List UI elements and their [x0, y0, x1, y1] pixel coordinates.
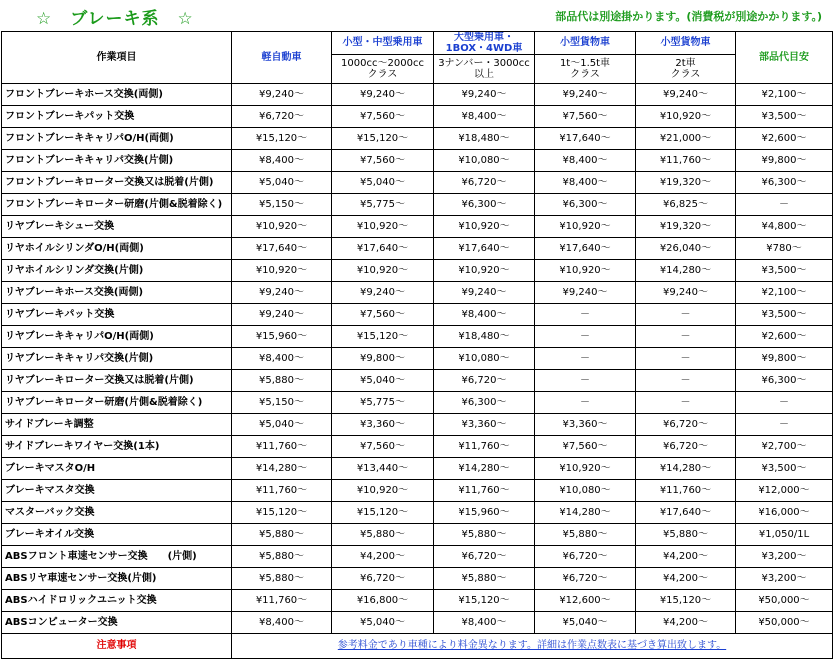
price-cell-t1: ¥14,280～: [535, 502, 636, 524]
price-cell-t1: ¥3,360～: [535, 414, 636, 436]
price-cell-large: ¥14,280～: [434, 458, 535, 480]
price-cell-mid: ¥7,560～: [332, 106, 434, 128]
price-cell-large: ¥18,480～: [434, 128, 535, 150]
price-cell-mid: ¥4,200～: [332, 546, 434, 568]
price-cell-mid: ¥10,920～: [332, 480, 434, 502]
table-row: [2, 348, 833, 370]
header-small-truck2: 小型貨物車: [636, 32, 736, 55]
table-row: [2, 128, 833, 150]
reference-note[interactable]: 参考料金であり車種により料金異なります。詳細は作業点数表に基づき算出致します。: [232, 634, 833, 659]
header-small-truck: 小型貨物車: [535, 32, 636, 55]
price-cell-large: ¥3,360～: [434, 414, 535, 436]
price-cell-kei: ¥5,880～: [232, 568, 332, 590]
work-item-name: ABSリヤ車速センサー交換(片側): [2, 568, 232, 590]
price-cell-large: ¥6,300～: [434, 194, 535, 216]
price-cell-parts: ¥2,700～: [736, 436, 833, 458]
price-cell-kei: ¥11,760～: [232, 590, 332, 612]
header-small-mid-sub1: 1000cc～2000cc: [341, 58, 424, 69]
price-cell-kei: ¥5,880～: [232, 370, 332, 392]
header-parts: 部品代目安: [736, 32, 833, 84]
work-item-name: リヤブレーキローター交換又は脱着(片側): [2, 370, 232, 392]
table-row: [2, 304, 833, 326]
price-cell-t1: ¥10,080～: [535, 480, 636, 502]
price-cell-large: ¥17,640～: [434, 238, 535, 260]
price-cell-parts: ¥3,200～: [736, 546, 833, 568]
price-cell-large: ¥9,240～: [434, 84, 535, 106]
price-cell-mid: ¥15,120～: [332, 502, 434, 524]
work-item-name: ブレーキオイル交換: [2, 524, 232, 546]
header-small-mid-sub2: クラス: [367, 69, 398, 80]
price-cell-parts: ¥3,200～: [736, 568, 833, 590]
price-cell-t2: ¥6,720～: [636, 436, 736, 458]
price-cell-large: ¥15,120～: [434, 590, 535, 612]
table-row: [2, 172, 833, 194]
price-cell-parts: －: [736, 194, 833, 216]
table-row: [2, 326, 833, 348]
price-cell-parts: ¥3,500～: [736, 304, 833, 326]
table-row: [2, 106, 833, 128]
header-large-sub2: 以上: [474, 69, 494, 80]
price-cell-parts: －: [736, 414, 833, 436]
price-cell-parts: ¥12,000～: [736, 480, 833, 502]
price-cell-parts: ¥3,500～: [736, 260, 833, 282]
price-cell-kei: ¥15,960～: [232, 326, 332, 348]
price-cell-t2: －: [636, 326, 736, 348]
price-cell-t2: ¥14,280～: [636, 260, 736, 282]
price-cell-t1: ¥17,640～: [535, 238, 636, 260]
price-cell-t2: ¥11,760～: [636, 480, 736, 502]
header-small-truck2-sub2: クラス: [670, 69, 701, 80]
price-cell-t1: ¥9,240～: [535, 84, 636, 106]
price-cell-t2: ¥19,320～: [636, 172, 736, 194]
price-cell-kei: ¥8,400～: [232, 348, 332, 370]
price-cell-mid: ¥7,560～: [332, 150, 434, 172]
price-cell-t2: ¥4,200～: [636, 546, 736, 568]
price-cell-mid: ¥9,800～: [332, 348, 434, 370]
price-cell-mid: ¥13,440～: [332, 458, 434, 480]
price-cell-t2: ¥10,920～: [636, 106, 736, 128]
work-item-name: フロントブレーキローター研磨(片側&脱着除く): [2, 194, 232, 216]
header-small-truck-sub2: クラス: [570, 69, 600, 80]
table-row: [2, 546, 833, 568]
price-cell-kei: ¥5,880～: [232, 524, 332, 546]
price-cell-large: ¥8,400～: [434, 612, 535, 634]
price-cell-t1: ¥10,920～: [535, 216, 636, 238]
table-row: [2, 150, 833, 172]
price-cell-t1: ¥7,560～: [535, 106, 636, 128]
price-cell-t2: ¥6,720～: [636, 414, 736, 436]
price-cell-kei: ¥9,240～: [232, 84, 332, 106]
price-table: [1, 31, 833, 659]
price-cell-large: ¥8,400～: [434, 106, 535, 128]
price-cell-t1: ¥8,400～: [535, 172, 636, 194]
price-cell-t2: ¥17,640～: [636, 502, 736, 524]
header-small-truck2-sub: [636, 55, 736, 84]
price-cell-mid: ¥17,640～: [332, 238, 434, 260]
work-item-name: リヤブレーキキャリパO/H(両側): [2, 326, 232, 348]
price-cell-kei: ¥9,240～: [232, 282, 332, 304]
price-cell-large: ¥10,920～: [434, 260, 535, 282]
price-cell-large: ¥6,720～: [434, 546, 535, 568]
price-cell-parts: ¥50,000～: [736, 612, 833, 634]
table-row: [2, 370, 833, 392]
work-item-name: リヤブレーキパット交換: [2, 304, 232, 326]
price-cell-mid: ¥6,720～: [332, 568, 434, 590]
price-cell-large: ¥9,240～: [434, 282, 535, 304]
price-cell-mid: ¥9,240～: [332, 282, 434, 304]
header-small-mid-sub: [332, 55, 434, 84]
work-item-name: ABSコンピューター交換: [2, 612, 232, 634]
price-table-body: [2, 84, 833, 634]
header-large: [434, 32, 535, 55]
price-cell-t1: －: [535, 392, 636, 414]
work-item-name: リヤブレーキローター研磨(片側&脱着除く): [2, 392, 232, 414]
price-cell-large: ¥6,720～: [434, 370, 535, 392]
price-cell-t2: ¥26,040～: [636, 238, 736, 260]
price-cell-mid: ¥10,920～: [332, 260, 434, 282]
price-cell-mid: ¥5,880～: [332, 524, 434, 546]
price-cell-parts: ¥6,300～: [736, 370, 833, 392]
header-large-sub1: 3ナンバー・3000cc: [438, 58, 530, 69]
header-small-truck-sub1: 1t～1.5t車: [559, 58, 611, 69]
price-cell-mid: ¥9,240～: [332, 84, 434, 106]
price-cell-t2: ¥5,880～: [636, 524, 736, 546]
price-cell-mid: ¥16,800～: [332, 590, 434, 612]
price-cell-kei: ¥8,400～: [232, 612, 332, 634]
price-cell-large: ¥8,400～: [434, 304, 535, 326]
price-cell-parts: ¥3,500～: [736, 106, 833, 128]
parts-note: 部品代は別途掛かります。(消費税が別途かかります。): [555, 10, 822, 23]
price-cell-t1: ¥7,560～: [535, 436, 636, 458]
price-cell-t1: ¥17,640～: [535, 128, 636, 150]
work-item-name: リヤホイルシリンダO/H(両側): [2, 238, 232, 260]
price-cell-kei: ¥5,150～: [232, 194, 332, 216]
table-row: [2, 238, 833, 260]
price-cell-mid: ¥5,040～: [332, 612, 434, 634]
page-title: ☆ ブレーキ系 ☆: [36, 9, 194, 29]
work-item-name: ブレーキマスタ交換: [2, 480, 232, 502]
price-cell-t2: －: [636, 304, 736, 326]
price-cell-mid: ¥7,560～: [332, 436, 434, 458]
price-cell-t1: －: [535, 304, 636, 326]
table-row: [2, 282, 833, 304]
price-cell-parts: ¥2,100～: [736, 84, 833, 106]
price-cell-parts: ¥2,600～: [736, 128, 833, 150]
header-large-line1: 大型乗用車・: [454, 32, 514, 43]
price-cell-kei: ¥5,040～: [232, 172, 332, 194]
price-cell-t1: ¥5,880～: [535, 524, 636, 546]
work-item-name: リヤブレーキホース交換(両側): [2, 282, 232, 304]
price-cell-parts: ¥6,300～: [736, 172, 833, 194]
price-cell-t1: －: [535, 326, 636, 348]
work-item-name: マスターバック交換: [2, 502, 232, 524]
price-cell-t2: －: [636, 392, 736, 414]
title-bar: [0, 0, 834, 30]
price-cell-t2: ¥14,280～: [636, 458, 736, 480]
price-cell-kei: ¥15,120～: [232, 128, 332, 150]
price-cell-parts: ¥2,600～: [736, 326, 833, 348]
table-row: [2, 392, 833, 414]
price-cell-t1: －: [535, 370, 636, 392]
price-cell-kei: ¥9,240～: [232, 304, 332, 326]
work-item-name: サイドブレーキワイヤー交換(1本): [2, 436, 232, 458]
table-row: [2, 480, 833, 502]
price-cell-t2: ¥9,240～: [636, 84, 736, 106]
work-item-name: ブレーキマスタO/H: [2, 458, 232, 480]
price-cell-parts: ¥50,000～: [736, 590, 833, 612]
table-row: [2, 612, 833, 634]
price-cell-kei: ¥11,760～: [232, 480, 332, 502]
header-large-line2: 1BOX・4WD車: [445, 43, 523, 54]
price-cell-large: ¥10,920～: [434, 216, 535, 238]
price-cell-mid: ¥5,775～: [332, 392, 434, 414]
caution-label: 注意事項: [2, 634, 232, 659]
price-cell-parts: ¥16,000～: [736, 502, 833, 524]
work-item-name: ABSフロント車速センサー交換 (片側): [2, 546, 232, 568]
price-cell-t1: ¥6,720～: [535, 546, 636, 568]
table-row: [2, 436, 833, 458]
price-cell-t2: ¥11,760～: [636, 150, 736, 172]
price-cell-t2: －: [636, 370, 736, 392]
table-row: [2, 568, 833, 590]
table-row: [2, 216, 833, 238]
table-row: [2, 502, 833, 524]
price-cell-mid: ¥10,920～: [332, 216, 434, 238]
price-cell-t2: －: [636, 348, 736, 370]
price-cell-mid: ¥15,120～: [332, 326, 434, 348]
work-item-name: フロントブレーキキャリパ交換(片側): [2, 150, 232, 172]
price-cell-kei: ¥5,880～: [232, 546, 332, 568]
table-row: [2, 414, 833, 436]
price-cell-large: ¥6,300～: [434, 392, 535, 414]
price-cell-mid: ¥3,360～: [332, 414, 434, 436]
price-cell-parts: ¥3,500～: [736, 458, 833, 480]
price-cell-t1: －: [535, 348, 636, 370]
price-cell-kei: ¥15,120～: [232, 502, 332, 524]
header-small-truck2-sub1: 2t車: [675, 58, 696, 69]
price-cell-parts: ¥9,800～: [736, 348, 833, 370]
price-cell-kei: ¥6,720～: [232, 106, 332, 128]
price-cell-kei: ¥5,040～: [232, 414, 332, 436]
work-item-name: サイドブレーキ調整: [2, 414, 232, 436]
work-item-name: フロントブレーキキャリパO/H(両側): [2, 128, 232, 150]
table-row: [2, 590, 833, 612]
price-cell-kei: ¥14,280～: [232, 458, 332, 480]
price-cell-large: ¥5,880～: [434, 524, 535, 546]
price-cell-kei: ¥17,640～: [232, 238, 332, 260]
price-cell-kei: ¥8,400～: [232, 150, 332, 172]
price-cell-large: ¥18,480～: [434, 326, 535, 348]
price-cell-mid: ¥5,040～: [332, 370, 434, 392]
price-cell-parts: ¥1,050/1L: [736, 524, 833, 546]
price-cell-mid: ¥15,120～: [332, 128, 434, 150]
work-item-name: ABSハイドロリックユニット交換: [2, 590, 232, 612]
price-cell-t2: ¥4,200～: [636, 568, 736, 590]
work-item-name: リヤブレーキキャリパ交換(片側): [2, 348, 232, 370]
price-cell-t1: ¥12,600～: [535, 590, 636, 612]
price-cell-t2: ¥9,240～: [636, 282, 736, 304]
price-cell-kei: ¥11,760～: [232, 436, 332, 458]
header-small-mid: 小型・中型乗用車: [332, 32, 434, 55]
table-row: [2, 458, 833, 480]
work-item-name: リヤホイルシリンダ交換(片側): [2, 260, 232, 282]
work-item-name: フロントブレーキパット交換: [2, 106, 232, 128]
price-cell-large: ¥10,080～: [434, 150, 535, 172]
price-cell-large: ¥10,080～: [434, 348, 535, 370]
price-cell-t1: ¥10,920～: [535, 458, 636, 480]
price-cell-t2: ¥15,120～: [636, 590, 736, 612]
price-cell-parts: ¥4,800～: [736, 216, 833, 238]
work-item-name: フロントブレーキホース交換(両側): [2, 84, 232, 106]
price-cell-t2: ¥4,200～: [636, 612, 736, 634]
table-row: [2, 260, 833, 282]
header-large-sub: [434, 55, 535, 84]
price-cell-large: ¥5,880～: [434, 568, 535, 590]
price-cell-large: ¥11,760～: [434, 480, 535, 502]
price-cell-t1: ¥9,240～: [535, 282, 636, 304]
price-cell-large: ¥11,760～: [434, 436, 535, 458]
price-cell-t1: ¥6,300～: [535, 194, 636, 216]
price-cell-kei: ¥10,920～: [232, 260, 332, 282]
price-cell-mid: ¥7,560～: [332, 304, 434, 326]
price-cell-t1: ¥6,720～: [535, 568, 636, 590]
price-cell-t2: ¥19,320～: [636, 216, 736, 238]
price-cell-kei: ¥10,920～: [232, 216, 332, 238]
table-row: [2, 524, 833, 546]
table-row: [2, 194, 833, 216]
price-cell-large: ¥15,960～: [434, 502, 535, 524]
price-cell-t2: ¥21,000～: [636, 128, 736, 150]
price-cell-mid: ¥5,040～: [332, 172, 434, 194]
work-item-name: フロントブレーキローター交換又は脱着(片側): [2, 172, 232, 194]
price-cell-t1: ¥8,400～: [535, 150, 636, 172]
header-small-truck-sub: [535, 55, 636, 84]
work-item-name: リヤブレーキシュー交換: [2, 216, 232, 238]
price-cell-t1: ¥5,040～: [535, 612, 636, 634]
price-cell-parts: ¥9,800～: [736, 150, 833, 172]
price-cell-kei: ¥5,150～: [232, 392, 332, 414]
price-cell-t2: ¥6,825～: [636, 194, 736, 216]
price-cell-t1: ¥10,920～: [535, 260, 636, 282]
price-cell-parts: ¥2,100～: [736, 282, 833, 304]
header-item: 作業項目: [2, 32, 232, 84]
price-cell-parts: ¥780～: [736, 238, 833, 260]
header-kei: 軽自動車: [232, 32, 332, 84]
price-cell-mid: ¥5,775～: [332, 194, 434, 216]
price-cell-parts: －: [736, 392, 833, 414]
table-row: [2, 84, 833, 106]
price-cell-large: ¥6,720～: [434, 172, 535, 194]
